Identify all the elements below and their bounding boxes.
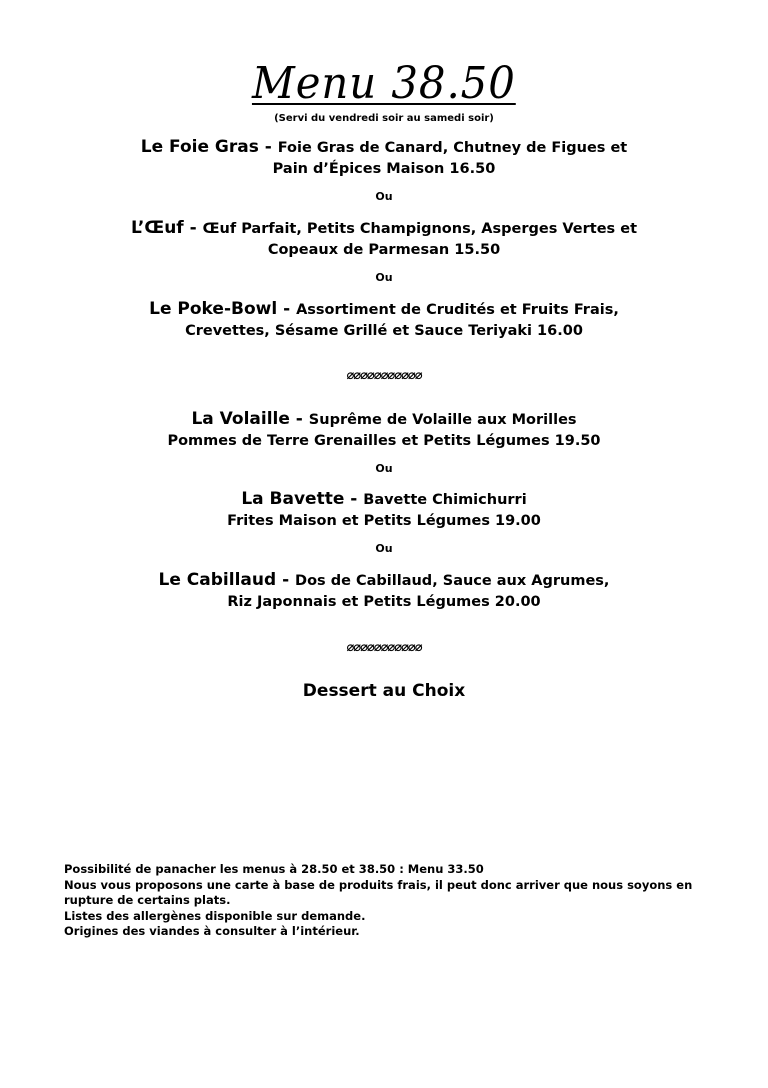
dish-desc-line1: Bavette Chimichurri [363,492,527,508]
dish-name: Le Foie Gras - [140,137,278,157]
dish-desc-line2: Crevettes, Sésame Grillé et Sauce Teriyaki 16.00 [185,323,583,339]
or-divider: Ou [375,542,393,555]
footer-notes [64,862,714,940]
dish-desc-line2: Riz Japonnais et Petits Légumes 20.00 [227,594,541,610]
note-line: Listes des allergènes disponible sur demande. [64,908,366,923]
note-line: Possibilité de panacher les menus à 28.50 et 38.50 : Menu 33.50 [64,862,484,876]
dish-desc-line1: Assortiment de Crudités et Fruits Frais, [296,302,619,318]
menu-subtitle: (Servi du vendredi soir au samedi soir) [274,113,494,124]
dish-desc-line1: Œuf Parfait, Petits Champignons, Asperges Vertes et [202,221,638,237]
dish-desc-line2: Pommes de Terre Grenailles et Petits Légumes 19.50 [167,433,601,449]
main-item [60,409,708,452]
starter-item [60,218,708,261]
dish-desc-line2: Copeaux de Parmesan 15.50 [267,242,501,258]
menu-title: Menu 38.50 [252,58,516,109]
dish-name: Le Cabillaud - [158,570,296,590]
note-line: Origines des viandes à consulter à l’intérieur. [64,924,360,938]
or-divider: Ou [375,462,393,475]
dessert-line: Dessert au Choix [302,681,466,701]
section-separator: ⌀⌀⌀⌀⌀⌀⌀⌀⌀⌀⌀ [346,368,422,383]
dish-name: La Bavette - [241,489,364,509]
main-item [60,489,708,532]
note-line: Nous vous proposons une carte à base de produits frais, il peut donc arriver que nous soyons en [64,877,693,892]
section-separator: ⌀⌀⌀⌀⌀⌀⌀⌀⌀⌀⌀ [346,640,422,655]
or-divider: Ou [375,190,393,203]
dish-name: La Volaille - [191,409,309,429]
note-line: rupture de certains plats. [64,893,231,907]
dish-desc-line1: Suprême de Volaille aux Morilles [308,412,577,428]
dish-desc-line1: Foie Gras de Canard, Chutney de Figues et [277,140,628,156]
dish-desc-line2: Frites Maison et Petits Légumes 19.00 [227,513,541,529]
starter-item [60,137,708,180]
dish-desc-line2: Pain d’Épices Maison 16.50 [272,161,496,177]
dish-name: L’Œuf - [130,218,203,238]
main-item [60,570,708,613]
or-divider: Ou [375,271,393,284]
dish-name: Le Poke-Bowl - [149,299,297,319]
starter-item [60,299,708,342]
title-wrap [0,58,768,109]
dish-desc-line1: Dos de Cabillaud, Sauce aux Agrumes, [295,573,610,589]
